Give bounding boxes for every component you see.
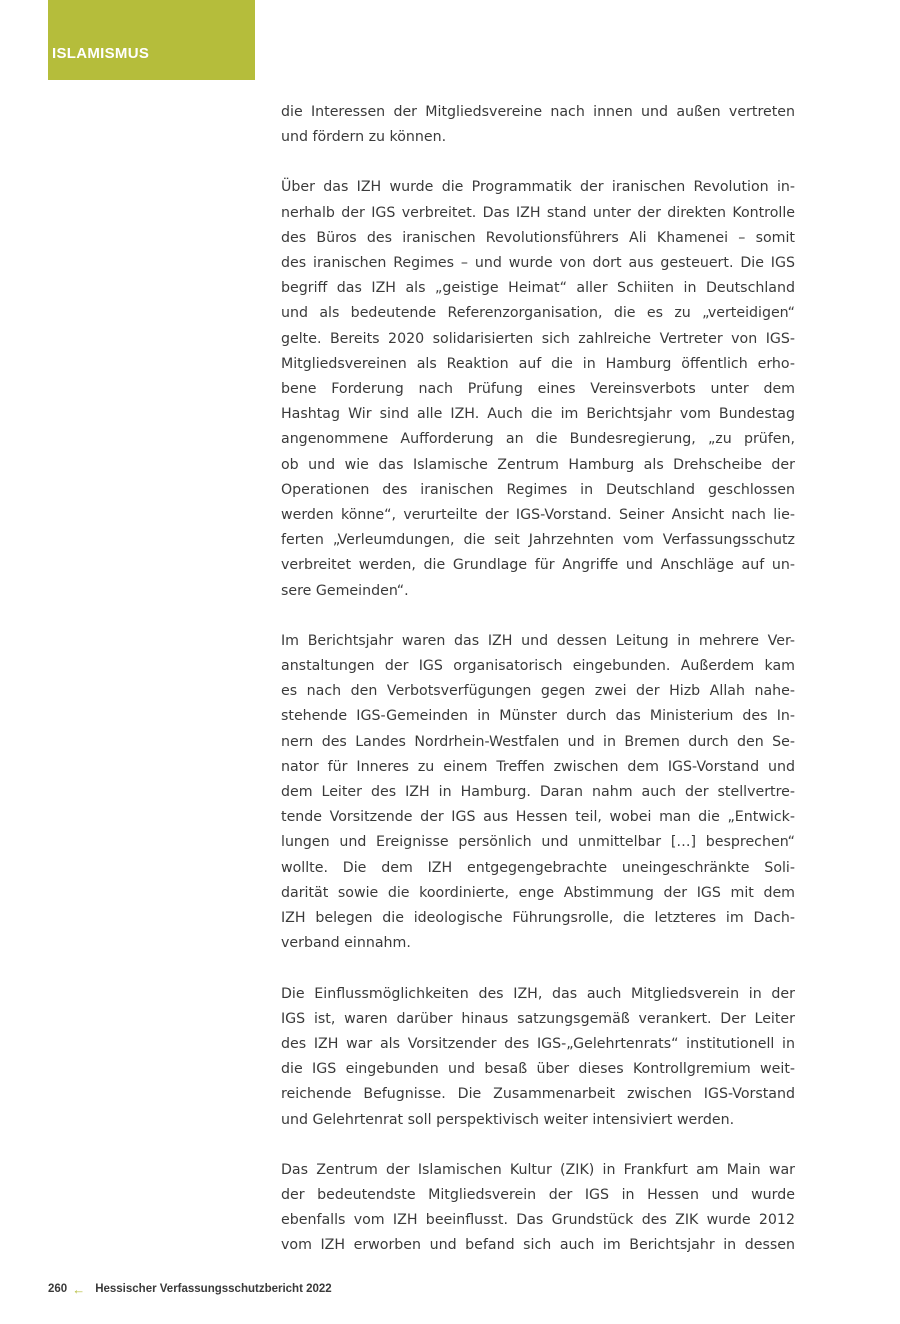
text-line: darität sowie die koordinierte, enge Abstimmung der IGS mit dem [281, 884, 795, 901]
text-line: Operationen des iranischen Regimes in Deutschland geschlossen [281, 481, 795, 498]
text-line: Mitgliedsvereinen als Reaktion auf die in Hamburg öffentlich erho- [281, 355, 795, 372]
paragraph [281, 982, 795, 1133]
text-line: dem Leiter des IZH in Hamburg. Daran nahm auch der stellvertre- [281, 784, 795, 801]
text-line: des Büros des iranischen Revolutionsführers Ali Khamenei – somit [281, 229, 795, 246]
text-line: gelte. Bereits 2020 solidarisierten sich zahlreiche Vertreter von IGS- [281, 330, 795, 347]
text-line: Über das IZH wurde die Programmatik der iranischen Revolution in- [281, 179, 795, 196]
text-line: nator für Inneres zu einem Treffen zwischen dem IGS-Vorstand und [281, 758, 795, 775]
text-line: Hashtag Wir sind alle IZH. Auch die im Berichtsjahr vom Bundestag [281, 406, 795, 423]
paragraph [281, 629, 795, 957]
text-line: bene Forderung nach Prüfung eines Vereinsverbots unter dem [281, 381, 795, 398]
text-line: IGS ist, waren darüber hinaus satzungsgemäß verankert. Der Leiter [281, 1010, 795, 1027]
text-line: es nach den Verbotsverfügungen gegen zwei der Hizb Allah nahe- [281, 683, 795, 700]
text-line: anstaltungen der IGS organisatorisch eingebunden. Außerdem kam [281, 658, 795, 675]
paragraph [281, 100, 795, 150]
text-line: des IZH war als Vorsitzender des IGS-„Gelehrtenrats“ institutionell in [281, 1035, 795, 1052]
arrow-left-icon: ← [72, 1281, 86, 1297]
text-line: stehende IGS-Gemeinden in Münster durch das Ministerium des In- [281, 708, 795, 725]
text-line: nern des Landes Nordrhein-Westfalen und in Bremen durch den Se- [281, 733, 795, 750]
text-line: sere Gemeinden“. [281, 582, 409, 599]
text-line: der bedeutendste Mitgliedsverein der IGS in Hessen und wurde [281, 1186, 795, 1203]
text-line: tende Vorsitzende der IGS aus Hessen teil, wobei man die „Entwick- [281, 809, 795, 826]
text-line: verband einnahm. [281, 935, 411, 952]
text-line: vom IZH erworben und befand sich auch im Berichtsjahr in dessen [281, 1237, 795, 1254]
text-line: wollte. Die dem IZH entgegengebrachte uneingeschränkte Soli- [281, 859, 795, 876]
page-number: 260 [48, 1283, 68, 1295]
text-line: reichende Befugnisse. Die Zusammenarbeit zwischen IGS-Vorstand [281, 1086, 795, 1103]
text-line: und fördern zu können. [281, 129, 447, 146]
text-line: und Gelehrtenrat soll perspektivisch weiter intensiviert werden. [281, 1111, 735, 1128]
text-line: des iranischen Regimes – und wurde von dort aus gesteuert. Die IGS [281, 255, 795, 272]
text-line: begriff das IZH als „geistige Heimat“ aller Schiiten in Deutschland [281, 280, 795, 297]
section-tab [48, 0, 255, 80]
paragraph [281, 175, 795, 603]
section-label: ISLAMISMUS [52, 45, 150, 62]
text-line: Das Zentrum der Islamischen Kultur (ZIK) in Frankfurt am Main war [281, 1161, 795, 1178]
text-line: ferten „Verleumdungen, die seit Jahrzehnten vom Verfassungsschutz [281, 532, 795, 549]
text-line: werden könne“, verurteilte der IGS-Vorstand. Seiner Ansicht nach lie- [281, 507, 795, 524]
text-line: ob und wie das Islamische Zentrum Hamburg als Drehscheibe der [281, 456, 795, 473]
text-line: angenommene Aufforderung an die Bundesregierung, „zu prüfen, [281, 431, 795, 448]
text-line: nerhalb der IGS verbreitet. Das IZH stand unter der direkten Kontrolle [281, 204, 795, 221]
text-line: Die Einflussmöglichkeiten des IZH, das auch Mitgliedsverein in der [281, 985, 795, 1002]
text-line: ebenfalls vom IZH beeinflusst. Das Grundstück des ZIK wurde 2012 [281, 1212, 795, 1229]
text-line: die Interessen der Mitgliedsvereine nach innen und außen vertreten [281, 104, 795, 120]
text-line: Im Berichtsjahr waren das IZH und dessen Leitung in mehrere Ver- [281, 632, 795, 649]
text-line: verbreitet werden, die Grundlage für Angriffe und Anschläge auf un- [281, 557, 795, 574]
body-text [281, 100, 795, 1284]
text-line: IZH belegen die ideologische Führungsrolle, die letzteres im Dach- [281, 910, 795, 927]
text-line: und als bedeutende Referenzorganisation, die es zu „verteidigen“ [281, 305, 795, 322]
text-line: lungen und Ereignisse persönlich und unmittelbar […] besprechen“ [281, 834, 795, 851]
text-line: die IGS eingebunden und besaß über dieses Kontrollgremium weit- [281, 1061, 795, 1078]
paragraph [281, 1158, 795, 1259]
publication-title: Hessischer Verfassungsschutzbericht 2022 [95, 1283, 332, 1295]
page-footer [48, 1280, 332, 1298]
